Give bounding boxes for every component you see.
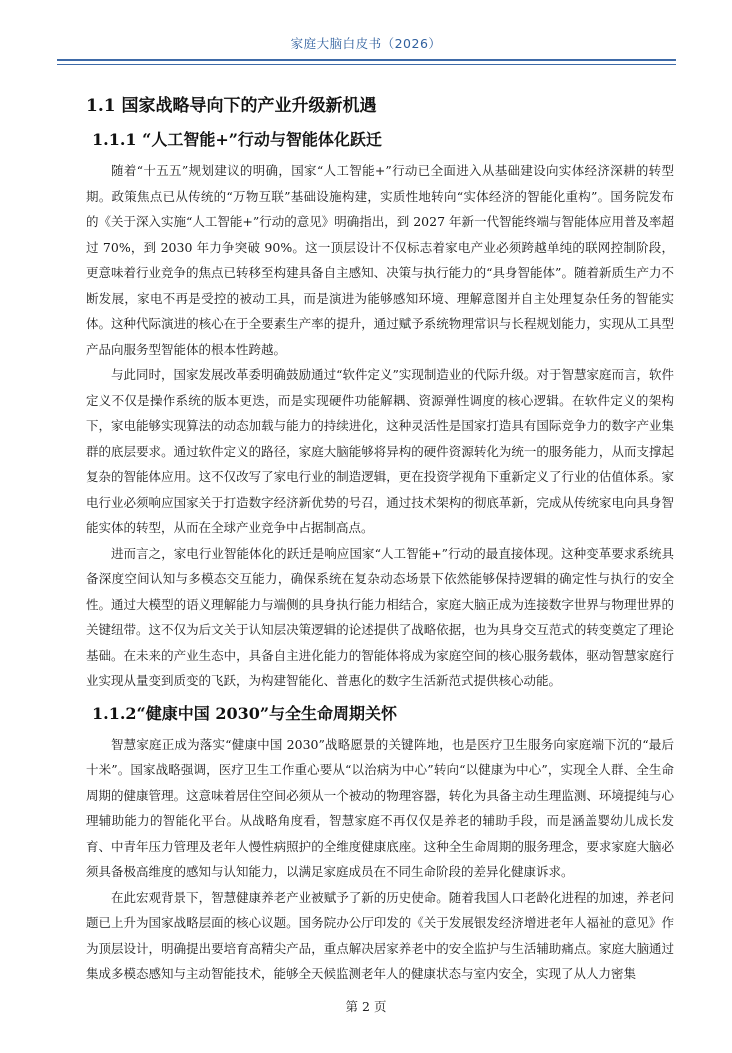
paragraph: 随着“十五五”规划建议的明确，国家“人工智能+”行动已全面进入从基础建设向实体经济深耕的转型期。政策焦点已从传统的“万物互联”基础设施构建，实质性地转向“实体经济的智能化重构”。国务院发布的《关于深入实施“人工智能+”行动的意见》明确指出，到 2027 年新一代智能终端与智能体应用普及率超过 70%，到 2030 年力争突破 90%。这一顶层设计不仅标志着家电产业必须跨越单纯的联网控制阶段，更意味着行业竞争的焦点已转移至构建具备自主感知、决策与执行能力的“具身智能体”。随着新质生产力不断发展，家电不再是受控的被动工具，而是演进为能够感知环境、理解意图并自主处理复杂任务的智能实体。这种代际演进的核心在于全要素生产率的提升，通过赋予系统物理常识与长程规划能力，实现从工具型产品向服务型智能体的根本性跨越。	[86, 163, 675, 357]
paragraph: 与此同时，国家发展改革委明确鼓励通过“软件定义”实现制造业的代际升级。对于智慧家庭而言，软件定义不仅是操作系统的版本更迭，而是实现硬件功能解耦、资源弹性调度的核心逻辑。在软件定义的架构下，家电能够实现算法的动态加载与能力的持续进化，这种灵活性是国家打造具有国际竞争力的数字产业集群的底层要求。通过软件定义的路径，家庭大脑能够将异构的硬件资源转化为统一的服务能力，从而支撑起复杂的智能体应用。这不仅改写了家电行业的制造逻辑，更在投资学视角下重新定义了行业的估值体系。家电行业必须响应国家关于打造数字经济新优势的号召，通过技术架构的彻底革新，完成从传统家电向具身智能实体的转型，从而在全球产业竞争中占据制高点。	[86, 367, 674, 535]
subsection-heading-1-1-2: 1.1.2“健康中国 2030”与全生命周期关怀	[92, 703, 398, 723]
page-number: 第 2 页	[345, 999, 387, 1014]
subsection-heading-1-1-1: 1.1.1 “人工智能+”行动与智能体化跃迁	[92, 130, 382, 149]
page-body	[86, 94, 674, 987]
section-heading: 1.1 国家战略导向下的产业升级新机遇	[86, 96, 377, 116]
paragraph: 进而言之，家电行业智能体化的跃迁是响应国家“人工智能+”行动的最直接体现。这种变革要求系统具备深度空间认知与多模态交互能力，确保系统在复杂动态场景下依然能够保持逻辑的确定性与执行的安全性。通过大模型的语义理解能力与端侧的具身执行能力相结合，家庭大脑正成为连接数字世界与物理世界的关键纽带。这不仅为后文关于认知层决策逻辑的论述提供了战略依据，也为具身交互范式的转变奠定了理论基础。在未来的产业生态中，具备自主进化能力的智能体将成为家庭空间的核心服务载体，驱动智慧家庭行业实现从量变到质变的飞跃，为构建智能化、普惠化的数字生活新范式提供核心动能。	[86, 545, 674, 688]
header-rule-thick	[57, 59, 676, 61]
paragraph: 智慧家庭正成为落实“健康中国 2030”战略愿景的关键阵地，也是医疗卫生服务向家庭端下沉的“最后十米”。国家战略强调，医疗卫生工作重心要从“以治病为中心”转向“以健康为中心”，实现全人群、全生命周期的健康管理。这意味着居住空间必须从一个被动的物理容器，转化为具备主动生理监测、环境提纯与心理辅助能力的智能化平台。从战略角度看，智慧家庭不再仅仅是养老的辅助手段，而是涵盖婴幼儿成长发育、中青年压力管理及老年人慢性病照护的全维度健康底座。这种全生命周期的服务理念，要求家庭大脑必须具备极高维度的感知与认知能力，以满足家庭成员在不同生命阶段的差异化健康诉求。	[86, 736, 674, 879]
page-header: 家庭大脑白皮书（2026）	[290, 36, 442, 51]
header-rule-thin	[57, 64, 676, 65]
paragraph: 在此宏观背景下，智慧健康养老产业被赋予了新的历史使命。随着我国人口老龄化进程的加速，养老问题已上升为国家战略层面的核心议题。国务院办公厅印发的《关于发展银发经济增进老年人福祉的意见》作为顶层设计，明确提出要培育高精尖产品，重点解决居家养老中的安全监护与生活辅助痛点。家庭大脑通过集成多模态感知与主动智能技术，能够全天候监测老年人的健康状态与室内安全，实现了从人力密集	[86, 889, 674, 981]
